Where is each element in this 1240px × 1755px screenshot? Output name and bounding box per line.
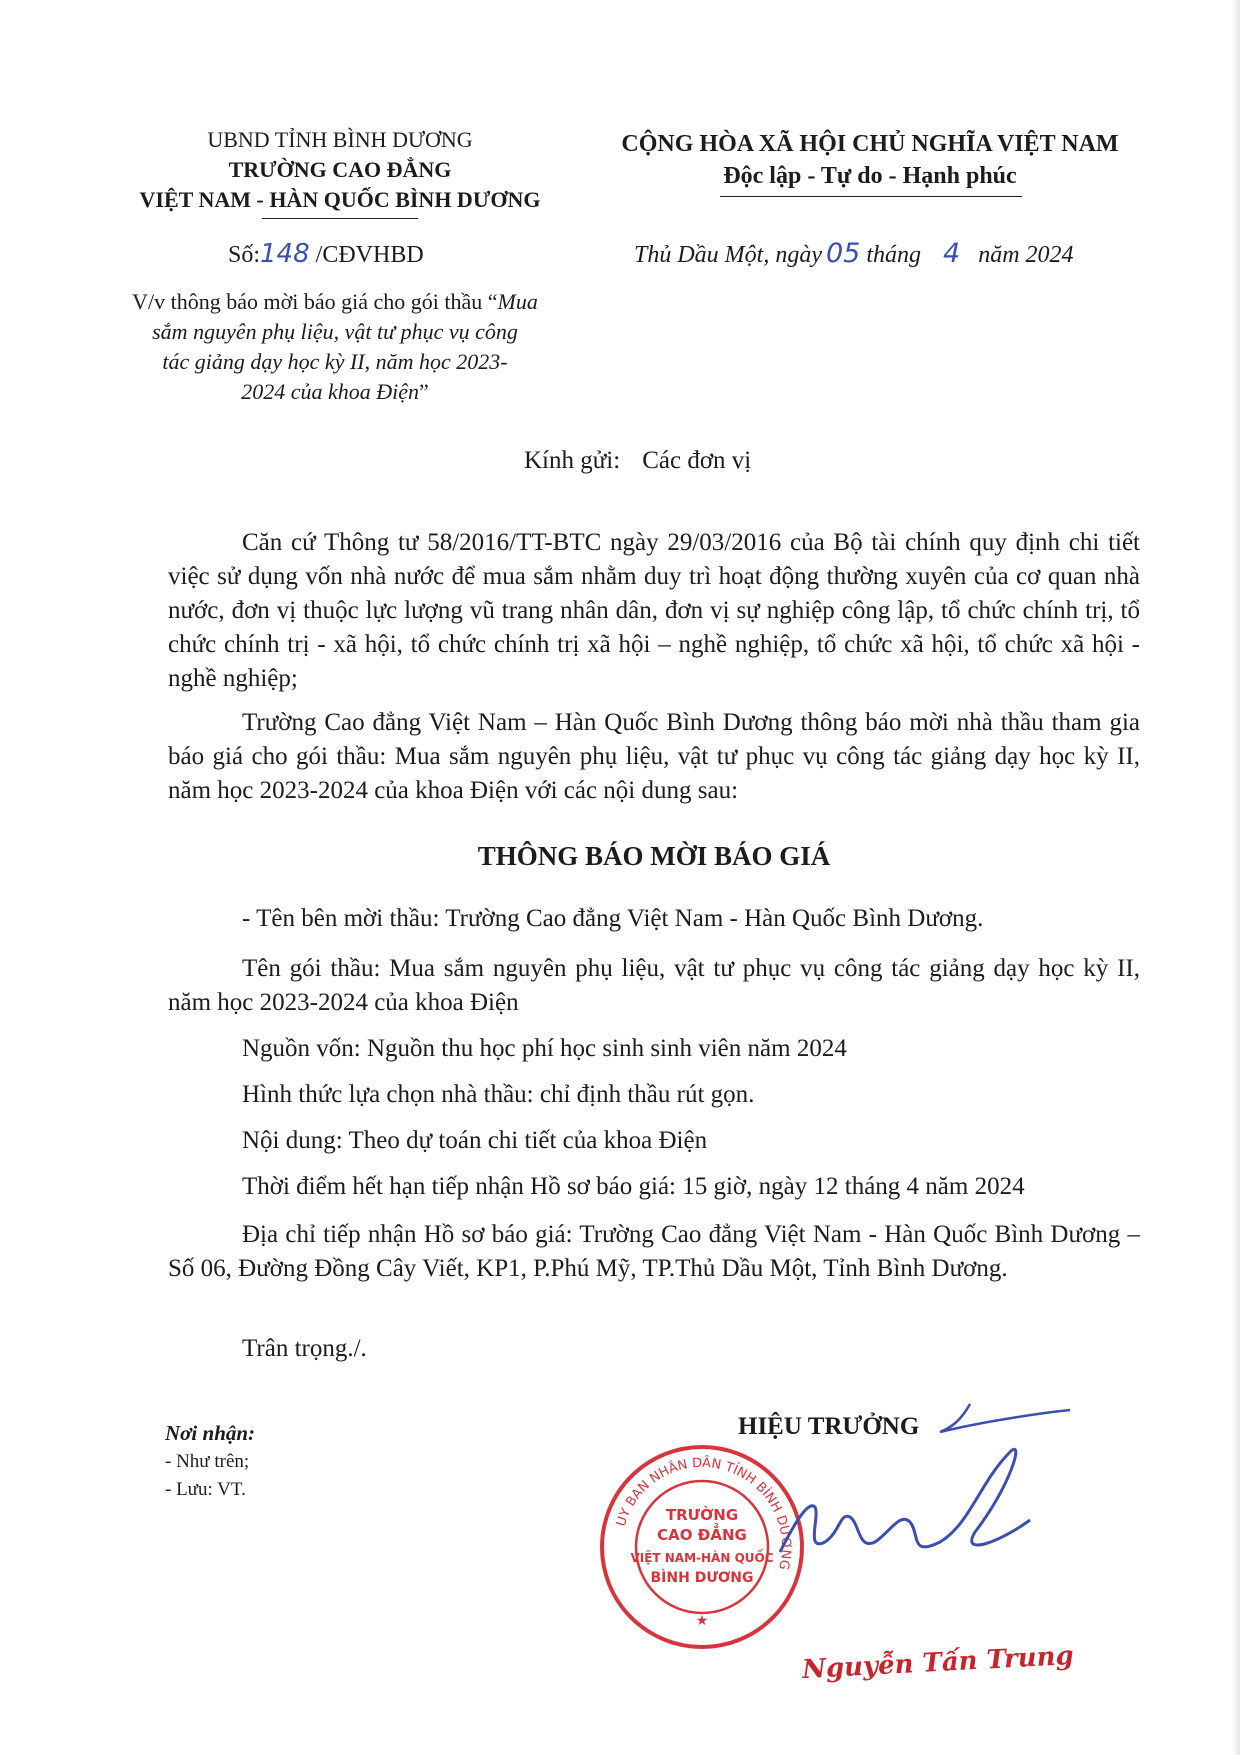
page-edge-shadow (1232, 0, 1240, 1755)
document-number (228, 238, 424, 271)
notice-title: THÔNG BÁO MỜI BÁO GIÁ (477, 841, 831, 871)
date-month-label: tháng (866, 242, 922, 268)
date-day-handwritten: 05 (826, 238, 861, 269)
date-month-handwritten: 4 (943, 238, 961, 269)
stamp-center-line3: VIỆT NAM-HÀN QUỐC (630, 1551, 774, 1565)
school-name-line2: VIỆT NAM - HÀN QUỐC BÌNH DƯƠNG (139, 187, 541, 212)
motto: Độc lập - Tự do - Hạnh phúc (723, 163, 1017, 189)
motto-underline (720, 196, 1022, 197)
date-year: năm 2024 (978, 242, 1074, 268)
subject-block (85, 287, 585, 407)
detail-funding: Nguồn vốn: Nguồn thu học phí học sinh sinh viên năm 2024 (242, 1035, 847, 1062)
stamp-center-line1: TRƯỜNG (665, 1506, 739, 1524)
signature-stroke-top (940, 1404, 1070, 1432)
date-place: Thủ Dầu Một, ngày (634, 242, 822, 268)
subject-line3: tác giảng dạy học kỳ II, năm học 2023- (162, 349, 508, 374)
detail-address: Địa chỉ tiếp nhận Hồ sơ báo giá: Trường Cao đẳng Việt Nam - Hàn Quốc Bình Dương – Số 06, Đường Đồng Cây Viết, KP1, P.Phú Mỹ, TP.Thủ Dầu Một, Tỉnh Bình Dương. (168, 1221, 1140, 1282)
signatory-title: HIỆU TRƯỞNG (738, 1413, 920, 1440)
basis-paragraph: Căn cứ Thông tư 58/2016/TT-BTC ngày 29/03/2016 của Bộ tài chính quy định chi tiết việc sử dụng vốn nhà nước để mua sắm nhằm duy trì hoạt động thường xuyên của cơ quan nhà nước, đơn vị thuộc lực lượng vũ trang nhân dân, đơn vị sự nghiệp công lập, tổ chức chính trị, tổ chức chính trị - xã hội, tổ chức chính trị xã hội – nghề nghiệp, tổ chức xã hội, tổ chức xã hội - nghề nghiệp; (168, 529, 1140, 692)
header-left (95, 125, 585, 215)
detail-closing: Trân trọng./. (242, 1335, 367, 1362)
distribution-label: Nơi nhận: (165, 1421, 256, 1445)
recipient-label: Kính gửi: (524, 447, 621, 474)
detail-method: Hình thức lựa chọn nhà thầu: chỉ định thầu rút gọn. (242, 1081, 755, 1108)
distribution-block (165, 1418, 255, 1504)
handwritten-signature (770, 1392, 1070, 1592)
authority-name: UBND TỈNH BÌNH DƯƠNG (207, 127, 473, 152)
subject-line2: sắm nguyên phụ liệu, vật tư phục vụ công (152, 319, 518, 344)
stamp-center-line2: CAO ĐẲNG (657, 1526, 747, 1544)
recipient-value: Các đơn vị (642, 447, 752, 474)
number-suffix: /CĐVHBD (315, 242, 424, 268)
signature-stroke-main (780, 1449, 1030, 1552)
header-left-underline (262, 218, 418, 219)
stamp-star-icon: ★ (695, 1613, 709, 1629)
distribution-item: - Lưu: VT. (165, 1479, 246, 1500)
detail-content: Nội dung: Theo dự toán chi tiết của khoa Điện (242, 1127, 708, 1154)
intro-paragraph: Trường Cao đẳng Việt Nam – Hàn Quốc Bình Dương thông báo mời nhà thầu tham gia báo giá cho gói thầu: Mua sắm nguyên phụ liệu, vật tư phục vụ công tác giảng dạy học kỳ II, năm học 2023-2024 của khoa Điện với các nội dung sau: (168, 709, 1140, 804)
detail-package: Tên gói thầu: Mua sắm nguyên phụ liệu, vật tư phục vụ công tác giảng dạy học kỳ II, năm học 2023-2024 của khoa Điện (168, 955, 1140, 1016)
nation-title: CỘNG HÒA XÃ HỘI CHỦ NGHĨA VIỆT NAM (621, 131, 1119, 157)
number-handwritten: 148 (260, 239, 310, 269)
number-prefix: Số: (228, 242, 261, 268)
subject-line1: V/v thông báo mời báo giá cho gói thầu “Mua (132, 289, 538, 314)
header-right (590, 128, 1150, 192)
detail-inviter: - Tên bên mời thầu: Trường Cao đẳng Việt Nam - Hàn Quốc Bình Dương. (242, 905, 984, 932)
school-name-line1: TRƯỜNG CAO ĐẲNG (228, 157, 452, 182)
detail-deadline: Thời điểm hết hạn tiếp nhận Hồ sơ báo giá: 15 giờ, ngày 12 tháng 4 năm 2024 (242, 1173, 1025, 1200)
signatory-name: Nguyễn Tấn Trung (801, 1640, 1075, 1686)
date-line (634, 238, 1074, 271)
distribution-item: - Như trên; (165, 1451, 250, 1472)
recipient-line (524, 444, 751, 478)
stamp-inner-ring (636, 1481, 768, 1613)
stamp-ring-text: UY BAN NHÂN DÂN TỈNH BÌNH DƯƠNG (613, 1455, 794, 1572)
subject-line4: 2024 của khoa Điện” (241, 379, 429, 404)
stamp-center-line4: BÌNH DƯƠNG (650, 1570, 754, 1586)
